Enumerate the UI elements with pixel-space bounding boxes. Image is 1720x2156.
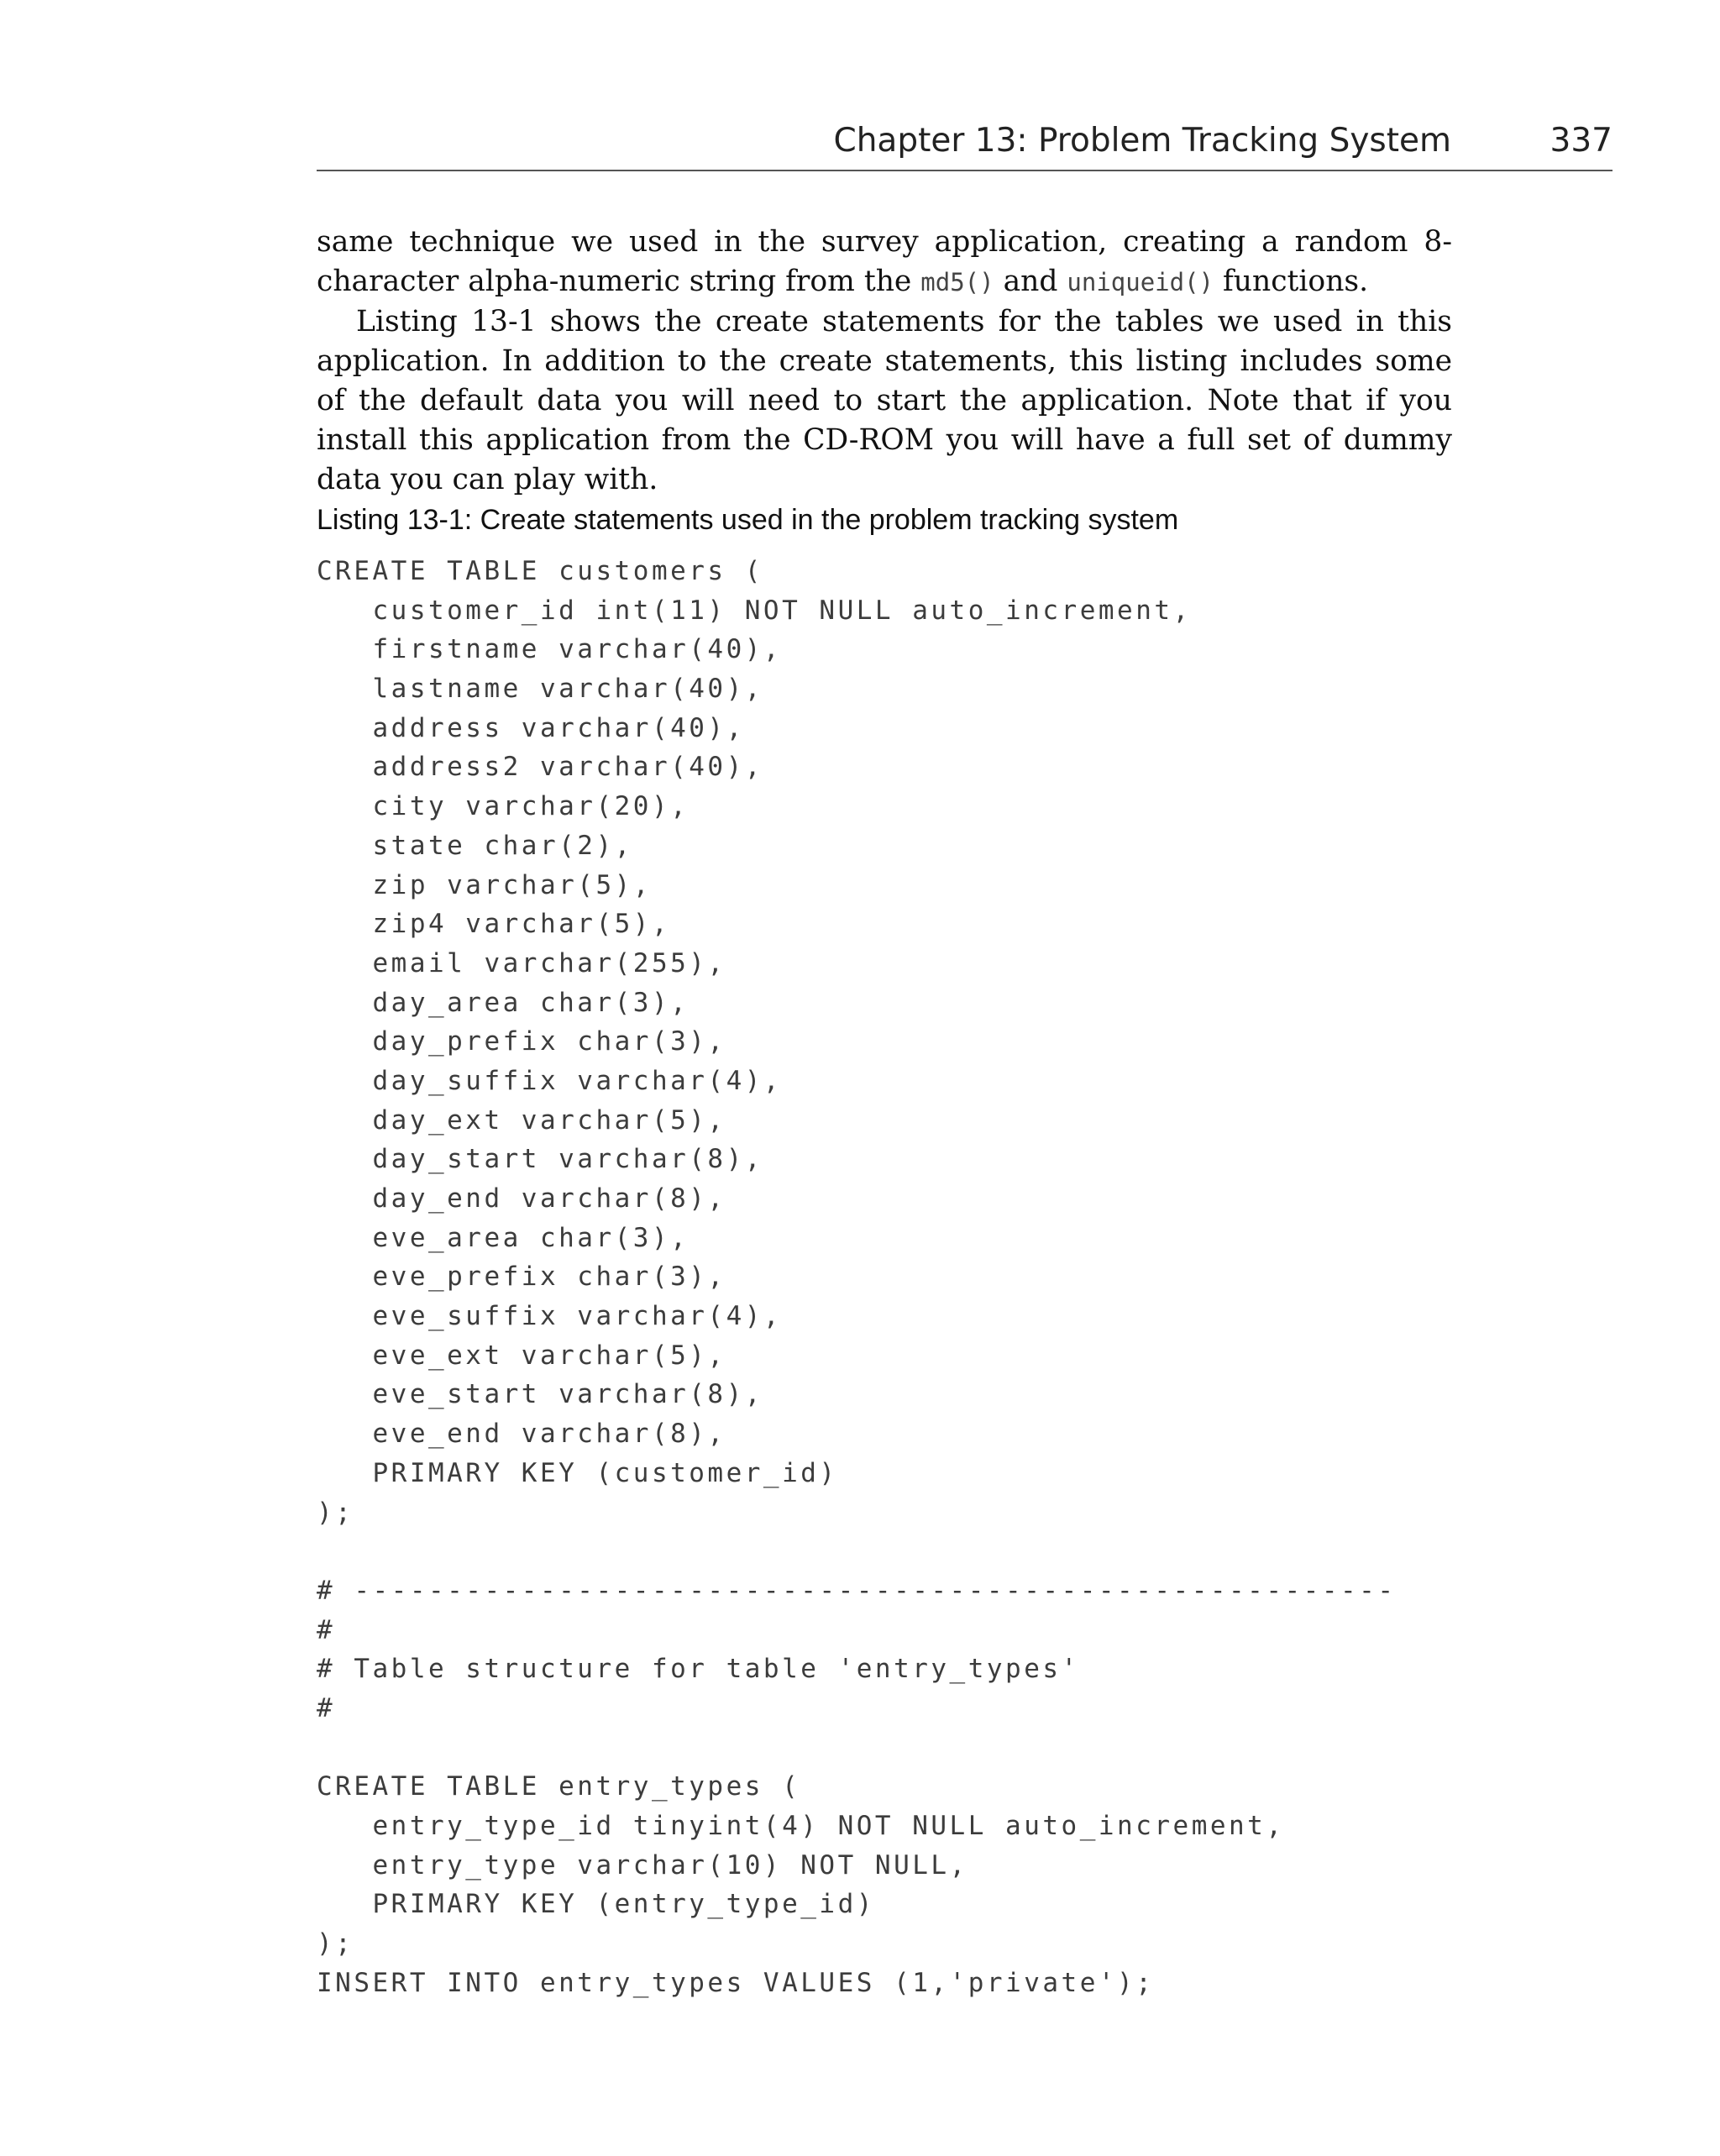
code-line: email varchar(255), [317,947,726,978]
paragraph-1-text-b: and [994,265,1067,298]
inline-code-uniqueid: uniqueid() [1067,268,1214,296]
code-line: eve_end varchar(8), [317,1419,726,1450]
running-header [317,119,1612,171]
paragraph-1-text-c: functions. [1214,265,1369,298]
page-number: 337 [1550,122,1612,160]
code-line [317,1532,1397,1571]
code-line: zip varchar(5), [317,869,652,900]
code-line: eve_ext varchar(5), [317,1340,726,1371]
code-line: city varchar(20), [317,791,690,822]
code-line: customer_id int(11) NOT NULL auto_increment, [317,595,1192,626]
code-line: day_prefix char(3), [317,1026,726,1057]
code-line: day_suffix varchar(4), [317,1065,783,1096]
code-line: eve_area char(3), [317,1222,690,1253]
code-line [317,1728,1397,1768]
code-line: eve_prefix char(3), [317,1262,726,1293]
code-line: # [317,1614,336,1645]
code-line: entry_type_id tinyint(4) NOT NULL auto_increment, [317,1811,1285,1841]
listing-caption: Listing 13-1: Create statements used in the problem tracking system [317,504,1179,536]
code-line: zip4 varchar(5), [317,909,671,940]
code-line: day_ext varchar(5), [317,1104,726,1136]
code-line: address varchar(40), [317,712,745,743]
paragraph-1-text-a: same technique we used in the survey application, creating a random 8-character alpha-numeric string from the [317,225,1452,298]
code-line: entry_type varchar(10) NOT NULL, [317,1849,968,1881]
code-line: CREATE TABLE entry_types ( [317,1771,801,1802]
code-listing [317,552,1397,2002]
code-line: INSERT INTO entry_types VALUES (1,'private'); [317,1967,1155,1998]
code-line: ); [317,1497,354,1528]
code-line: PRIMARY KEY (entry_type_id) [317,1889,875,1920]
paragraph-2: Listing 13-1 shows the create statements for the tables we used in this application. In addition to the create statements, this listing includes some of the default data you will need to start the application. Note that if you install this application from the CD-ROM you will have a full set of dummy data you can play with. [317,305,1452,496]
chapter-title: Chapter 13: Problem Tracking System [833,122,1451,160]
code-line: ); [317,1928,354,1959]
code-line: PRIMARY KEY (customer_id) [317,1457,838,1488]
code-line: eve_start varchar(8), [317,1379,763,1410]
code-line: day_start varchar(8), [317,1144,763,1175]
code-line: day_area char(3), [317,987,690,1018]
code-line: firstname varchar(40), [317,634,783,665]
paragraph-1 [317,223,1452,302]
code-line: CREATE TABLE customers ( [317,556,763,586]
code-line: lastname varchar(40), [317,674,763,705]
body-text [317,223,1452,500]
code-line: day_end varchar(8), [317,1183,726,1214]
code-line: address2 varchar(40), [317,752,763,783]
inline-code-md5: md5() [920,268,994,296]
code-line: # [317,1692,336,1723]
code-line: state char(2), [317,830,633,861]
code-line: eve_suffix varchar(4), [317,1301,783,1332]
code-line: # Table structure for table 'entry_types' [317,1654,1080,1685]
code-line: # -------------------------------------------------------- [317,1575,1397,1606]
